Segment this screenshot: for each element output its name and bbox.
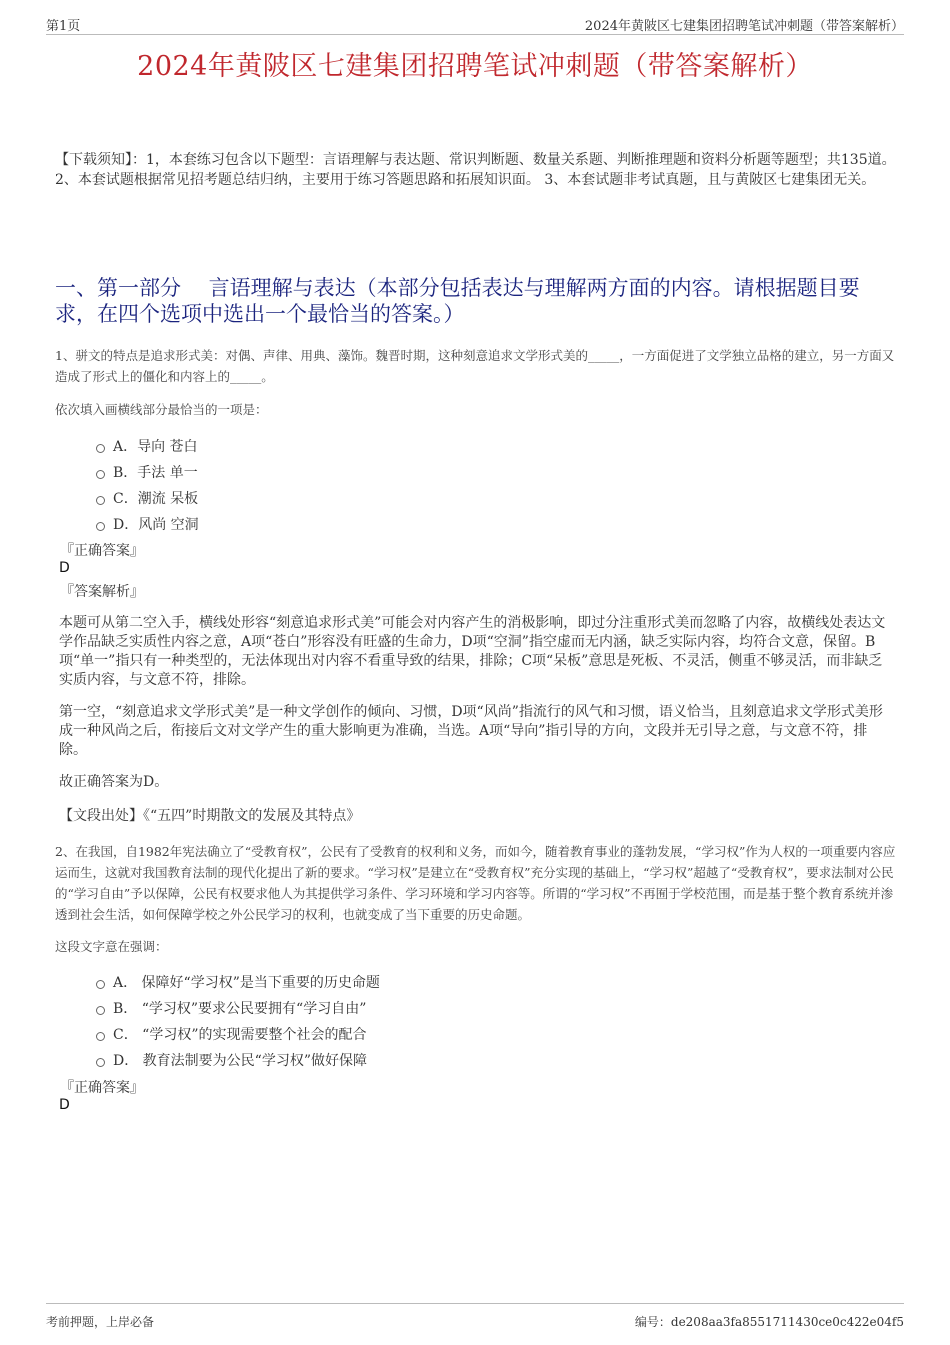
question-2-prompt: 这段文字意在强调：	[55, 939, 168, 954]
option-a[interactable]: A．导向 苍白	[96, 433, 199, 459]
text-source: 【文段出处】《“五四”时期散文的发展及其特点》	[59, 808, 361, 824]
radio-icon[interactable]	[96, 1058, 105, 1067]
correct-answer: D	[59, 560, 70, 576]
answer-label: 『正确答案』	[60, 543, 144, 559]
radio-icon[interactable]	[96, 522, 105, 531]
question-1-prompt: 依次填入画横线部分最恰当的一项是：	[55, 402, 268, 417]
header-doc-title: 2024年黄陂区七建集团招聘笔试冲刺题（带答案解析）	[584, 19, 904, 34]
radio-icon[interactable]	[96, 1006, 105, 1015]
option-c[interactable]: C． “学习权”的实现需要整个社会的配合	[96, 1021, 380, 1047]
option-d[interactable]: D．风尚 空洞	[96, 511, 199, 537]
question-2-stem: 2、在我国，自1982年宪法确立了“受教育权”，公民有了受教育的权利和义务，而如今，随着教育事业的蓬勃发展，“学习权”作为人权的一项重要内容应运而生，这就对我国教育法制的现代化提出了新的要求。“学习权”是建立在“受教育权”充分实现的基础上，“学习权”超越了“受教育权”，要求法制对公民的“学习自由”予以保障，公民有权要求他人为其提供学习条件、学习环境和学习内容等。所谓的“学习权”不再囿于学校范围，而是基于整个教育系统并渗透到社会生活，如何保障学校之外公民学习的权利，也就变成了当下重要的历史命题。	[55, 844, 896, 922]
option-b[interactable]: B．手法 单一	[96, 459, 199, 485]
section-heading: 一、第一部分 言语理解与表达（本部分包括表达与理解两方面的内容。请根据题目要求，在四个选项中选出一个最恰当的答案。）	[55, 276, 860, 326]
analysis-paragraph-1: 本题可从第二空入手，横线处形容“刻意追求形式美”可能会对内容产生的消极影响，即过分注重形式美而忽略了内容，故横线处表达文学作品缺乏实质性内容之意，A项“苍白”形容没有旺盛的生命力，D项“空洞”指空虚而无内涵，缺乏实际内容，均符合文意，保留。B项“单一”指只有一种类型的，无法体现出对内容不看重导致的结果，排除；C项“呆板”意思是死板、不灵活，侧重不够灵活，而非缺乏实质内容，与文意不符，排除。	[59, 615, 886, 688]
page-title: 2024年黄陂区七建集团招聘笔试冲刺题（带答案解析）	[137, 51, 813, 82]
page-header	[46, 14, 904, 35]
radio-icon[interactable]	[96, 496, 105, 505]
radio-icon[interactable]	[96, 470, 105, 479]
answer-label: 『正确答案』	[60, 1080, 144, 1096]
analysis-label: 『答案解析』	[60, 584, 144, 600]
radio-icon[interactable]	[96, 980, 105, 989]
radio-icon[interactable]	[96, 1032, 105, 1041]
option-d[interactable]: D． 教育法制要为公民“学习权”做好保障	[96, 1047, 380, 1073]
correct-answer: D	[59, 1097, 70, 1113]
page-number: 第1页	[46, 19, 81, 34]
document-id: 编号：de208aa3fa8551711430ce0c422e04f5	[634, 1315, 904, 1329]
radio-icon[interactable]	[96, 444, 105, 453]
option-a[interactable]: A． 保障好“学习权”是当下重要的历史命题	[96, 969, 380, 995]
page-footer	[46, 1303, 904, 1334]
option-c[interactable]: C．潮流 呆板	[96, 485, 199, 511]
footer-slogan: 考前押题，上岸必备	[46, 1315, 155, 1329]
question-2-options	[96, 969, 380, 1073]
download-notice: 【下载须知】：1，本套练习包含以下题型：言语理解与表达题、常识判断题、数量关系题、判断推理题和资料分析题等题型；共135道。 2、本套试题根据常见招考题总结归纳，主要用于练习答题思路和拓展知识面。 3、本套试题非考试真题，且与黄陂区七建集团无关。	[55, 152, 896, 188]
question-1-stem: 1、骈文的特点是追求形式美：对偶、声律、用典、藻饰。魏晋时期，这种刻意追求文学形式美的_____，一方面促进了文学独立品格的建立，另一方面又造成了形式上的僵化和内容上的_____。	[55, 348, 895, 384]
option-b[interactable]: B． “学习权”要求公民要拥有“学习自由”	[96, 995, 380, 1021]
analysis-conclusion: 故正确答案为D。	[59, 774, 169, 790]
question-1-options	[96, 433, 199, 537]
analysis-paragraph-2: 第一空，“刻意追求文学形式美”是一种文学创作的倾向、习惯，D项“风尚”指流行的风气和习惯，语义恰当，且刻意追求文学形式美形成一种风尚之后，衔接后文对文学产生的重大影响更为准确，当选。A项“导向”指引导的方向，文段并无引导之意，与文意不符，排除。	[59, 704, 883, 758]
